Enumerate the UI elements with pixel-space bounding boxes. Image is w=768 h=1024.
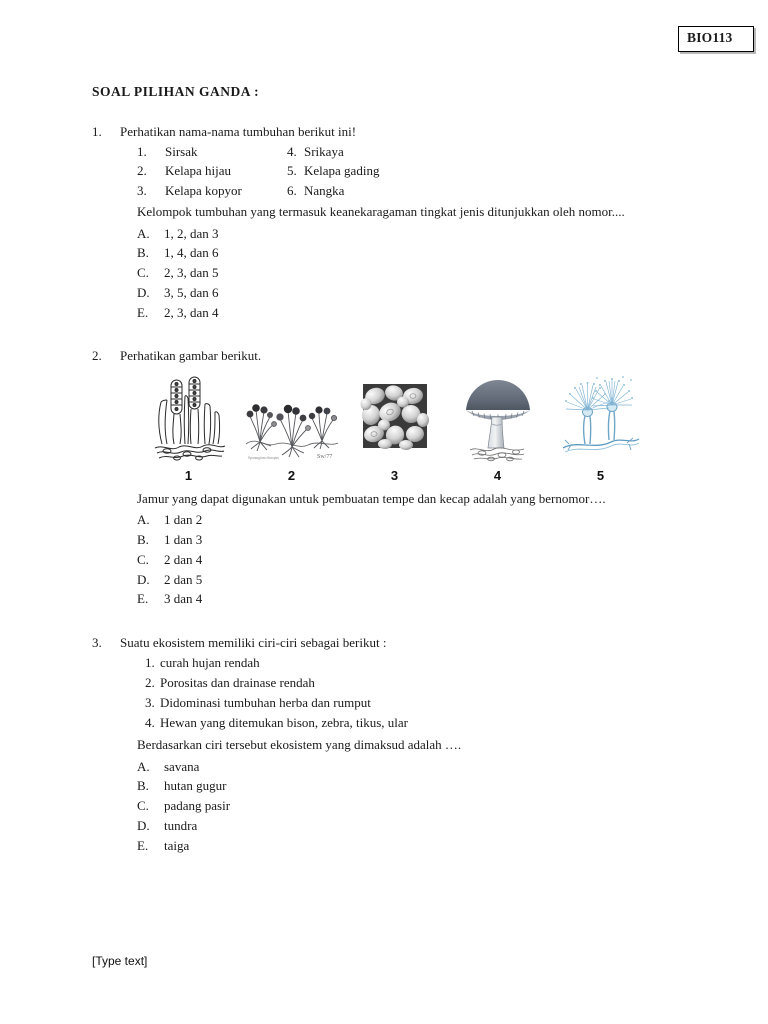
question-1-heading <box>92 122 692 142</box>
option-d-label: D. <box>137 817 150 833</box>
option-b-label: B. <box>137 778 149 794</box>
option-b-text: 1 dan 3 <box>164 532 203 547</box>
figure-2-label: 2 <box>287 467 296 483</box>
fungi-figure-strip <box>137 374 652 483</box>
option-d[interactable] <box>137 816 692 836</box>
document-content <box>92 84 692 875</box>
option-b-label: B. <box>137 245 149 261</box>
question-2-body <box>137 510 692 609</box>
page-title: SOAL PILIHAN GANDA : <box>92 84 260 99</box>
figure-5-label: 5 <box>596 467 605 483</box>
trait-item-text: Hewan yang ditemukan bison, zebra, tikus, ular <box>160 714 409 730</box>
trait-item <box>145 693 692 713</box>
option-b[interactable] <box>137 243 692 263</box>
option-c[interactable] <box>137 796 692 816</box>
option-a-text: savana <box>164 758 200 774</box>
option-d-text: 2 dan 5 <box>164 571 203 587</box>
question-3 <box>92 633 692 855</box>
plant-list-row <box>137 181 692 201</box>
option-a[interactable] <box>137 510 692 530</box>
option-e-label: E. <box>137 591 149 607</box>
question-2-number: 2. <box>92 348 102 364</box>
option-b-text: hutan gugur <box>164 778 227 794</box>
option-a-text: 1, 2, dan 3 <box>164 225 219 241</box>
figure-3 <box>343 374 446 483</box>
option-d-text: tundra <box>164 817 198 833</box>
trait-item-text: curah hujan rendah <box>160 654 260 670</box>
option-e[interactable] <box>137 589 692 609</box>
question-2-options <box>137 510 692 609</box>
option-e-label: E. <box>137 304 149 320</box>
trait-item-text: Porositas dan drainase rendah <box>160 674 315 690</box>
plant-item-index: 4. <box>287 143 297 159</box>
plant-item-index: 1. <box>137 143 147 159</box>
trait-item <box>145 653 692 673</box>
footer-placeholder[interactable]: [Type text] <box>92 954 148 968</box>
trait-item-index: 3. <box>145 694 155 710</box>
figure-1 <box>137 374 240 483</box>
plant-item-index: 5. <box>287 163 297 178</box>
course-code-box: BIO113 <box>678 26 754 52</box>
plant-list-row <box>137 161 692 181</box>
option-c-text: 2 dan 4 <box>164 551 203 567</box>
question-1-prompt: Perhatikan nama-nama tumbuhan berikut ini! <box>120 124 357 139</box>
question-3-options <box>137 757 692 856</box>
option-a[interactable] <box>137 757 692 777</box>
figure-5 <box>549 374 652 483</box>
plant-item-index: 2. <box>137 163 147 178</box>
figure-4 <box>446 374 549 483</box>
figure-1-label: 1 <box>184 467 193 483</box>
plant-item <box>287 142 344 162</box>
option-e[interactable] <box>137 303 692 323</box>
trait-item-index: 4. <box>145 714 155 730</box>
question-2 <box>92 346 692 609</box>
option-c[interactable] <box>137 550 692 570</box>
mushroom-illustration-icon <box>458 374 538 462</box>
aspergillus-conidiophore-drawing-icon <box>561 374 641 462</box>
svg-text:Sporangium rhizopus: Sporangium rhizopus <box>247 455 279 460</box>
question-1-stem: Kelompok tumbuhan yang termasuk keanekaragaman tingkat jenis ditunjukkan oleh nomor.... <box>137 204 625 219</box>
question-1-options <box>137 224 692 323</box>
option-d[interactable] <box>137 570 692 590</box>
option-e-text: 3 dan 4 <box>164 591 203 607</box>
option-c-text: padang pasir <box>164 798 231 814</box>
question-2-heading <box>92 346 692 366</box>
question-1-body <box>137 142 692 323</box>
option-c-label: C. <box>137 551 149 567</box>
question-2-prompt: Perhatikan gambar berikut. <box>120 348 262 364</box>
fungi-figure-row <box>137 374 652 483</box>
plant-item-label: Kelapa hijau <box>165 163 232 178</box>
option-c-text: 2, 3, dan 5 <box>164 265 219 280</box>
rhizopus-sporangia-drawing-icon <box>242 374 342 462</box>
option-e[interactable] <box>137 836 692 856</box>
trait-item <box>145 673 692 693</box>
option-d-label: D. <box>137 284 150 300</box>
plant-item-index: 3. <box>137 182 147 198</box>
figure-2 <box>240 374 343 483</box>
trait-item-index: 1. <box>145 654 155 670</box>
option-d[interactable] <box>137 283 692 303</box>
plant-list-row <box>137 142 692 162</box>
option-a-label: A. <box>137 225 150 241</box>
question-3-prompt: Suatu ekosistem memiliki ciri-ciri sebagai berikut : <box>120 635 387 650</box>
question-3-stem: Berdasarkan ciri tersebut ekosistem yang dimaksud adalah …. <box>137 737 462 753</box>
plant-item-label: Srikaya <box>304 143 344 159</box>
trait-item <box>145 713 692 733</box>
option-a[interactable] <box>137 224 692 244</box>
plant-item-label: Kelapa gading <box>304 163 380 178</box>
question-1 <box>92 122 692 322</box>
option-c-label: C. <box>137 798 149 814</box>
plant-item <box>287 161 379 181</box>
option-e-text: 2, 3, dan 4 <box>164 304 219 320</box>
option-e-label: E. <box>137 837 149 853</box>
trait-item-text: Didominasi tumbuhan herba dan rumput <box>160 694 371 710</box>
plant-item-label: Nangka <box>304 182 345 198</box>
option-a-label: A. <box>137 758 150 774</box>
plant-item <box>137 181 287 201</box>
question-3-body <box>137 653 692 856</box>
option-b-label: B. <box>137 532 149 547</box>
yeast-sem-micrograph-icon <box>355 374 435 462</box>
option-b-text: 1, 4, dan 6 <box>164 245 219 261</box>
option-b[interactable] <box>137 530 692 550</box>
plant-item <box>137 161 287 181</box>
question-1-number: 1. <box>92 124 102 139</box>
plant-name-list <box>137 142 692 201</box>
plant-item-label: Kelapa kopyor <box>165 182 242 198</box>
figure-3-label: 3 <box>390 467 399 483</box>
ascus-fungus-drawing-icon <box>149 374 229 462</box>
plant-item-label: Sirsak <box>165 143 198 159</box>
option-b[interactable] <box>137 776 692 796</box>
plant-item-index: 6. <box>287 182 297 198</box>
ecosystem-trait-list <box>137 653 692 734</box>
trait-item-index: 2. <box>145 674 155 690</box>
option-e-text: taiga <box>164 837 190 853</box>
question-3-number: 3. <box>92 635 102 650</box>
plant-item <box>137 142 287 162</box>
option-c-label: C. <box>137 265 149 280</box>
option-d-label: D. <box>137 571 150 587</box>
option-c[interactable] <box>137 263 692 283</box>
option-a-label: A. <box>137 512 150 528</box>
option-a-text: 1 dan 2 <box>164 512 203 528</box>
figure-4-label: 4 <box>493 467 502 483</box>
course-code-box-wrapper <box>678 26 754 52</box>
question-2-stem: Jamur yang dapat digunakan untuk pembuatan tempe dan kecap adalah yang bernomor…. <box>137 490 606 506</box>
question-3-heading <box>92 633 692 653</box>
svg-text:Sw/77: Sw/77 <box>316 453 332 460</box>
option-d-text: 3, 5, dan 6 <box>164 284 219 300</box>
plant-item <box>287 181 344 201</box>
